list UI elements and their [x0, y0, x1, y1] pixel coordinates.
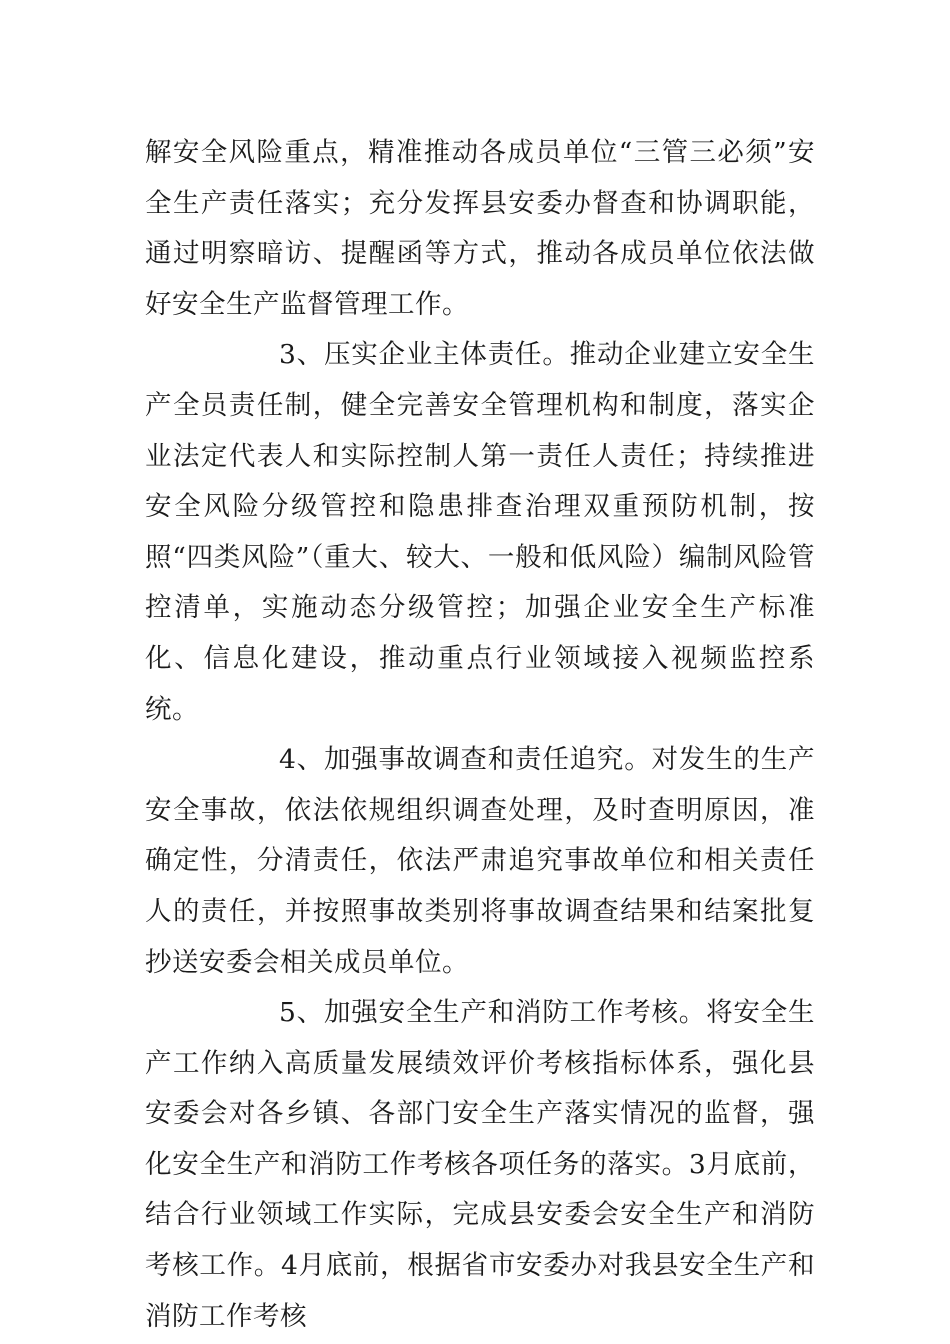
document-body — [145, 128, 815, 1342]
paragraph-item-3: 3、压实企业主体责任。推动企业建立安全生产全员责任制，健全完善安全管理机构和制度，落实企业法定代表人和实际控制人第一责任人责任；持续推进安全风险分级管控和隐患排查治理双重预防机制，按照“四类风险”（重大、较大、一般和低风险）编制风险管控清单，实施动态分级管控；加强企业安全生产标准化、信息化建设，推动重点行业领域接入视频监控系统。 — [145, 339, 815, 725]
paragraph-item-4: 4、加强事故调查和责任追究。对发生的生产安全事故，依法依规组织调查处理，及时查明原因，准确定性，分清责任，依法严肃追究事故单位和相关责任人的责任，并按照事故类别将事故调查结果和结案批复抄送安委会相关成员单位。 — [145, 744, 815, 978]
paragraph-continuation: 解安全风险重点，精准推动各成员单位“三管三必须”安全生产责任落实；充分发挥县安委办督查和协调职能，通过明察暗访、提醒函等方式，推动各成员单位依法做好安全生产监督管理工作。 — [145, 137, 815, 320]
paragraph-item-5: 5、加强安全生产和消防工作考核。将安全生产工作纳入高质量发展绩效评价考核指标体系，强化县安委会对各乡镇、各部门安全生产落实情况的监督，强化安全生产和消防工作考核各项任务的落实。3月底前，结合行业领域工作实际，完成县安委会安全生产和消防考核工作。4月底前，根据省市安委办对我县安全生产和消防工作考核 — [145, 997, 815, 1332]
